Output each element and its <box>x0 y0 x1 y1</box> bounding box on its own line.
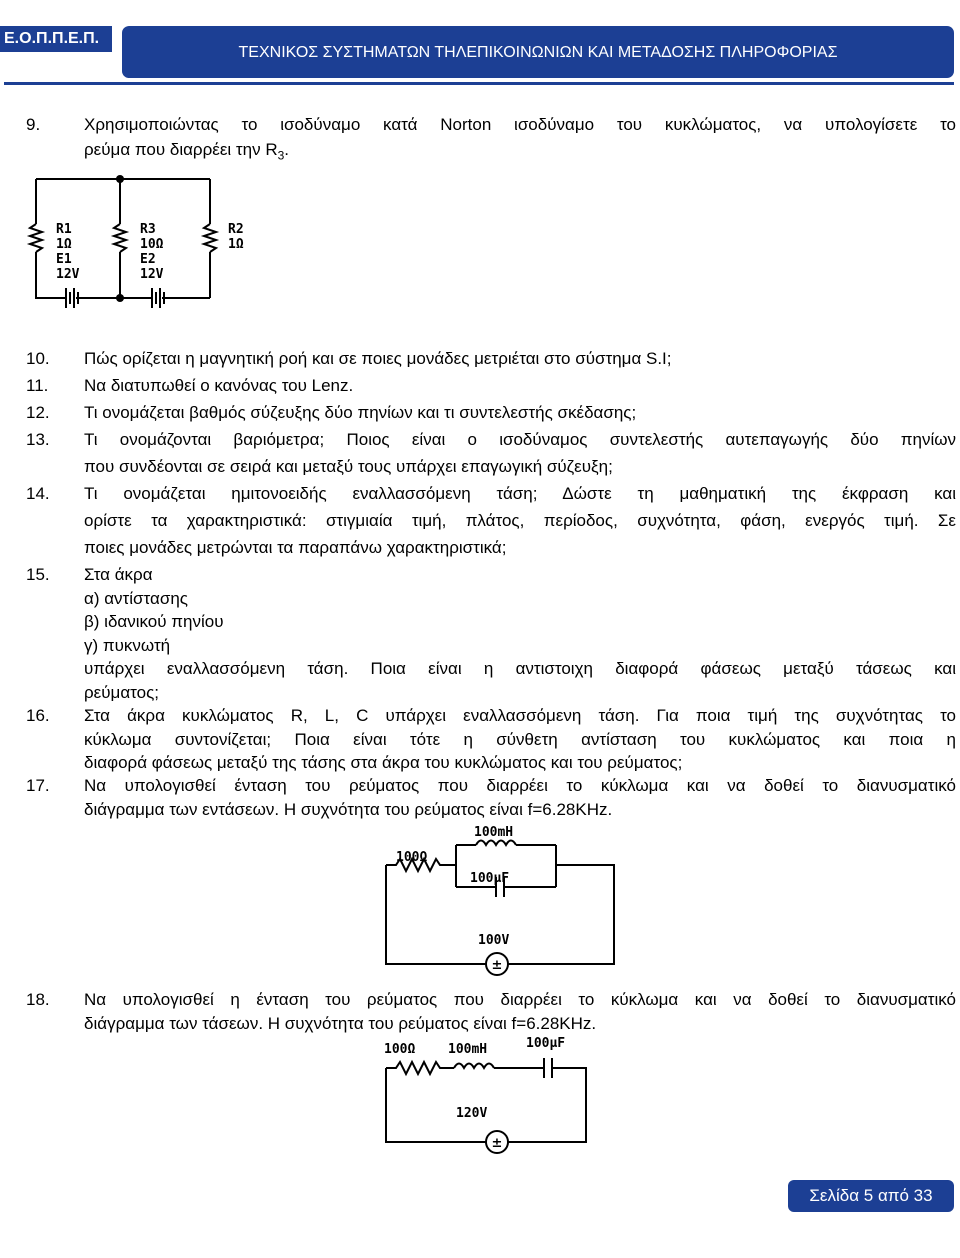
header-divider <box>4 82 954 85</box>
question-number: 18. <box>26 990 50 1009</box>
header-course-title: ΤΕΧΝΙΚΟΣ ΣΥΣΤΗΜΑΤΩΝ ΤΗΛΕΠΙΚΟΙΝΩΝΙΩΝ ΚΑΙ ΜΕΤΑΔΟΣΗΣ ΠΛΗΡΟΦΟΡΙΑΣ <box>122 26 954 78</box>
question-text: Να υπολογισθεί η ένταση του ρεύματος που διαρρέει το κύκλωμα και να δοθεί το διανυσματικό <box>84 990 956 1009</box>
question-text: κύκλωμα συντονίζεται; Ποια είναι τότε η σύνθετη αντίσταση του κυκλώματος και ποια η <box>84 729 956 749</box>
question-text: ορίστε τα χαρακτηριστικά: στιγμιαία τιμή, πλάτος, περίοδος, συχνότητα, φάση, ενεργός τιμή. Σε <box>84 511 956 530</box>
option-a: α) αντίστασης <box>84 588 188 608</box>
source-label: 100V <box>478 933 510 948</box>
question-text: που συνδέονται σε σειρά και μεταξύ τους υπάρχει επαγωγική σύζευξη; <box>84 457 613 476</box>
page-number: Σελίδα 5 από 33 <box>788 1180 954 1212</box>
question-text: Στα άκρα <box>84 565 153 584</box>
question-text: ρεύματος; <box>84 682 160 702</box>
ac-source-symbol: ± <box>491 1136 503 1151</box>
r1-label: R1 1Ω E1 12V <box>56 222 80 282</box>
question-text: ρεύμα που διαρρέει την $R_3$. <box>84 140 290 163</box>
source-label: 120V <box>456 1106 488 1121</box>
r2-label: R2 1Ω <box>228 222 244 252</box>
option-c: γ) πυκνωτή <box>84 635 171 655</box>
question-text: Να υπολογισθεί ένταση του ρεύματος που διαρρέει το κύκλωμα και να δοθεί το διανυσματικό <box>84 776 956 795</box>
question-number: 11. <box>26 376 49 395</box>
question-text: διάγραμμα των εντάσεων. Η συχνότητα του ρεύματος είναι f=6.28KHz. <box>84 799 613 819</box>
header-organization: Ε.Ο.Π.Π.Ε.Π. <box>0 26 112 52</box>
question-text: Τι ονομάζεται ημιτονοειδής εναλλασσόμενη τάση; Δώστε τη μαθηματική της έκφραση και <box>84 484 956 503</box>
question-text: υπάρχει εναλλασσόμενη τάση. Ποια είναι η αντιστοιχη διαφορά φάσεως μεταξύ τάσεως και <box>84 659 956 678</box>
question-text: Να διατυπωθεί ο κανόνας του Lenz. <box>84 376 354 395</box>
question-number: 17. <box>26 776 50 795</box>
question-text: διαφορά φάσεως μεταξύ της τάσης στα άκρα του κυκλώματος και του ρεύματος; <box>84 753 683 772</box>
resistor-label: 100Ω <box>384 1042 416 1057</box>
question-text: Χρησιμοποιώντας το ισοδύναμο κατά Norton ισοδύναμο του κυκλώματος, να υπολογίσετε το <box>84 115 956 134</box>
r3-label: R3 10Ω E2 12V <box>140 222 164 282</box>
question-number: 9. <box>26 115 41 134</box>
capacitor-label: 100μF <box>470 871 510 886</box>
question-number: 10. <box>26 349 50 368</box>
question-number: 13. <box>26 430 50 449</box>
question-number: 15. <box>26 565 50 584</box>
question-number: 12. <box>26 403 50 422</box>
question-text: Πώς ορίζεται η μαγνητική ροή και σε ποιες μονάδες μετριέται στο σύστημα S.I; <box>84 349 672 368</box>
inductor-label: 100mH <box>448 1042 488 1057</box>
resistor-label: 100Ω <box>396 850 428 865</box>
inductor-label: 100mH <box>474 825 514 840</box>
question-text: ποιες μονάδες μετρώνται τα παραπάνω χαρακτηριστικά; <box>84 538 507 557</box>
question-text: διάγραμμα των τάσεων. Η συχνότητα του ρεύματος είναι f=6.28KHz. <box>84 1013 597 1033</box>
ac-source-symbol: ± <box>491 958 503 973</box>
question-text: Τι ονομάζονται βαριόμετρα; Ποιος είναι ο ισοδύναμος συντελεστής αυτεπαγωγής δύο πηνίων <box>84 430 956 449</box>
question-text: Στα άκρα κυκλώματος R, L, C υπάρχει εναλλασσόμενη τάση. Για ποια τιμή της συχνότητας το <box>84 706 956 725</box>
question-number: 14. <box>26 484 50 503</box>
question-number: 16. <box>26 706 50 725</box>
question-text: Τι ονομάζεται βαθμός σύζευξης δύο πηνίων και τι συντελεστής σκέδασης; <box>84 403 637 422</box>
option-b: β) ιδανικού πηνίου <box>84 612 224 631</box>
capacitor-label: 100μF <box>526 1036 566 1051</box>
